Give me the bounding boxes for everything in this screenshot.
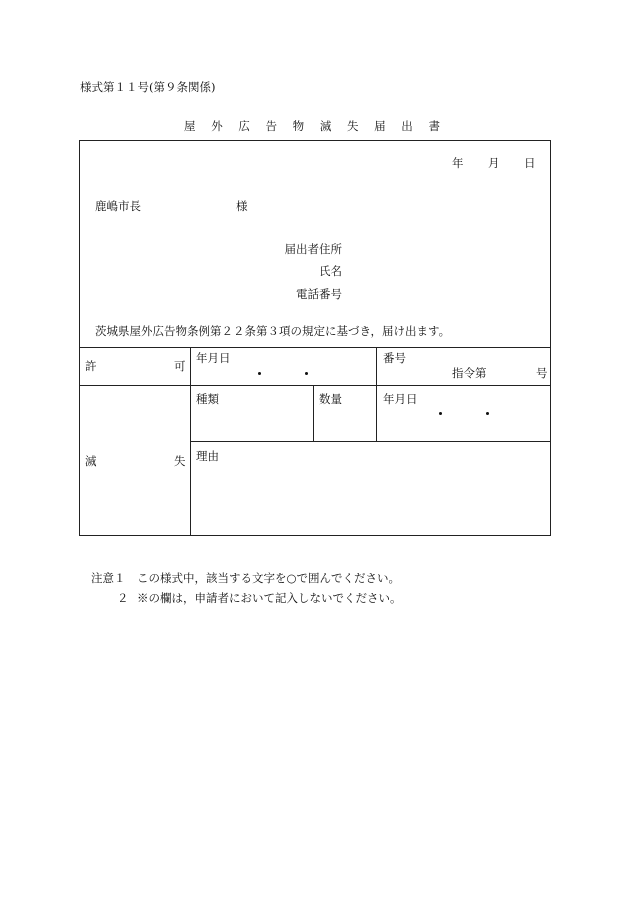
loss-date-label: 年月日 [383,392,418,406]
notifier-name-label: 氏名 [319,264,342,278]
note-2-label: ２ [117,591,129,605]
loss-date-separator-2 [486,412,489,415]
date-month-label: 月 [488,156,500,170]
form-title: 屋 外 広 告 物 滅 失 届 出 書 [184,119,446,133]
designation-suffix: 号 [536,366,548,380]
loss-reason-label: 理由 [196,449,219,463]
date-year-label: 年 [452,156,464,170]
divider-type-quantity [313,385,314,441]
permit-label-right: 可 [174,359,186,373]
notifier-address-label: 届出者住所 [284,242,342,256]
loss-label-left: 滅 [85,454,97,468]
designation-prefix: 指令第 [452,366,487,380]
declaration-text: 茨城県屋外広告物条例第２２条第３項の規定に基づき，届け出ます。 [95,324,451,338]
date-day-label: 日 [524,156,536,170]
note-1-label: 注意１ [91,571,126,585]
divider-permit-number [376,347,377,385]
divider-permit-bottom [79,385,551,386]
form-table [79,140,551,536]
divider-permit-top [79,347,551,348]
permit-label-left: 許 [85,359,97,373]
note-2-text: ※の欄は，申請者において記入しないでください。 [137,591,402,605]
divider-quantity-date [376,385,377,441]
permit-date-separator-1 [258,372,261,375]
permit-number-label: 番号 [383,351,406,365]
loss-date-separator-1 [439,412,442,415]
honorific: 様 [236,199,248,213]
divider-label-column [190,347,191,536]
loss-type-label: 種類 [196,392,219,406]
permit-date-separator-2 [305,372,308,375]
loss-label-right: 失 [174,454,186,468]
divider-reason-top [190,441,551,442]
loss-quantity-label: 数量 [319,392,342,406]
permit-date-label: 年月日 [196,351,231,365]
notifier-phone-label: 電話番号 [296,287,342,301]
note-1-text: この様式中，該当する文字を○で囲んでください。 [137,571,401,585]
form-number: 様式第１１号(第９条関係) [80,80,216,94]
addressee: 鹿嶋市長 [95,199,141,213]
